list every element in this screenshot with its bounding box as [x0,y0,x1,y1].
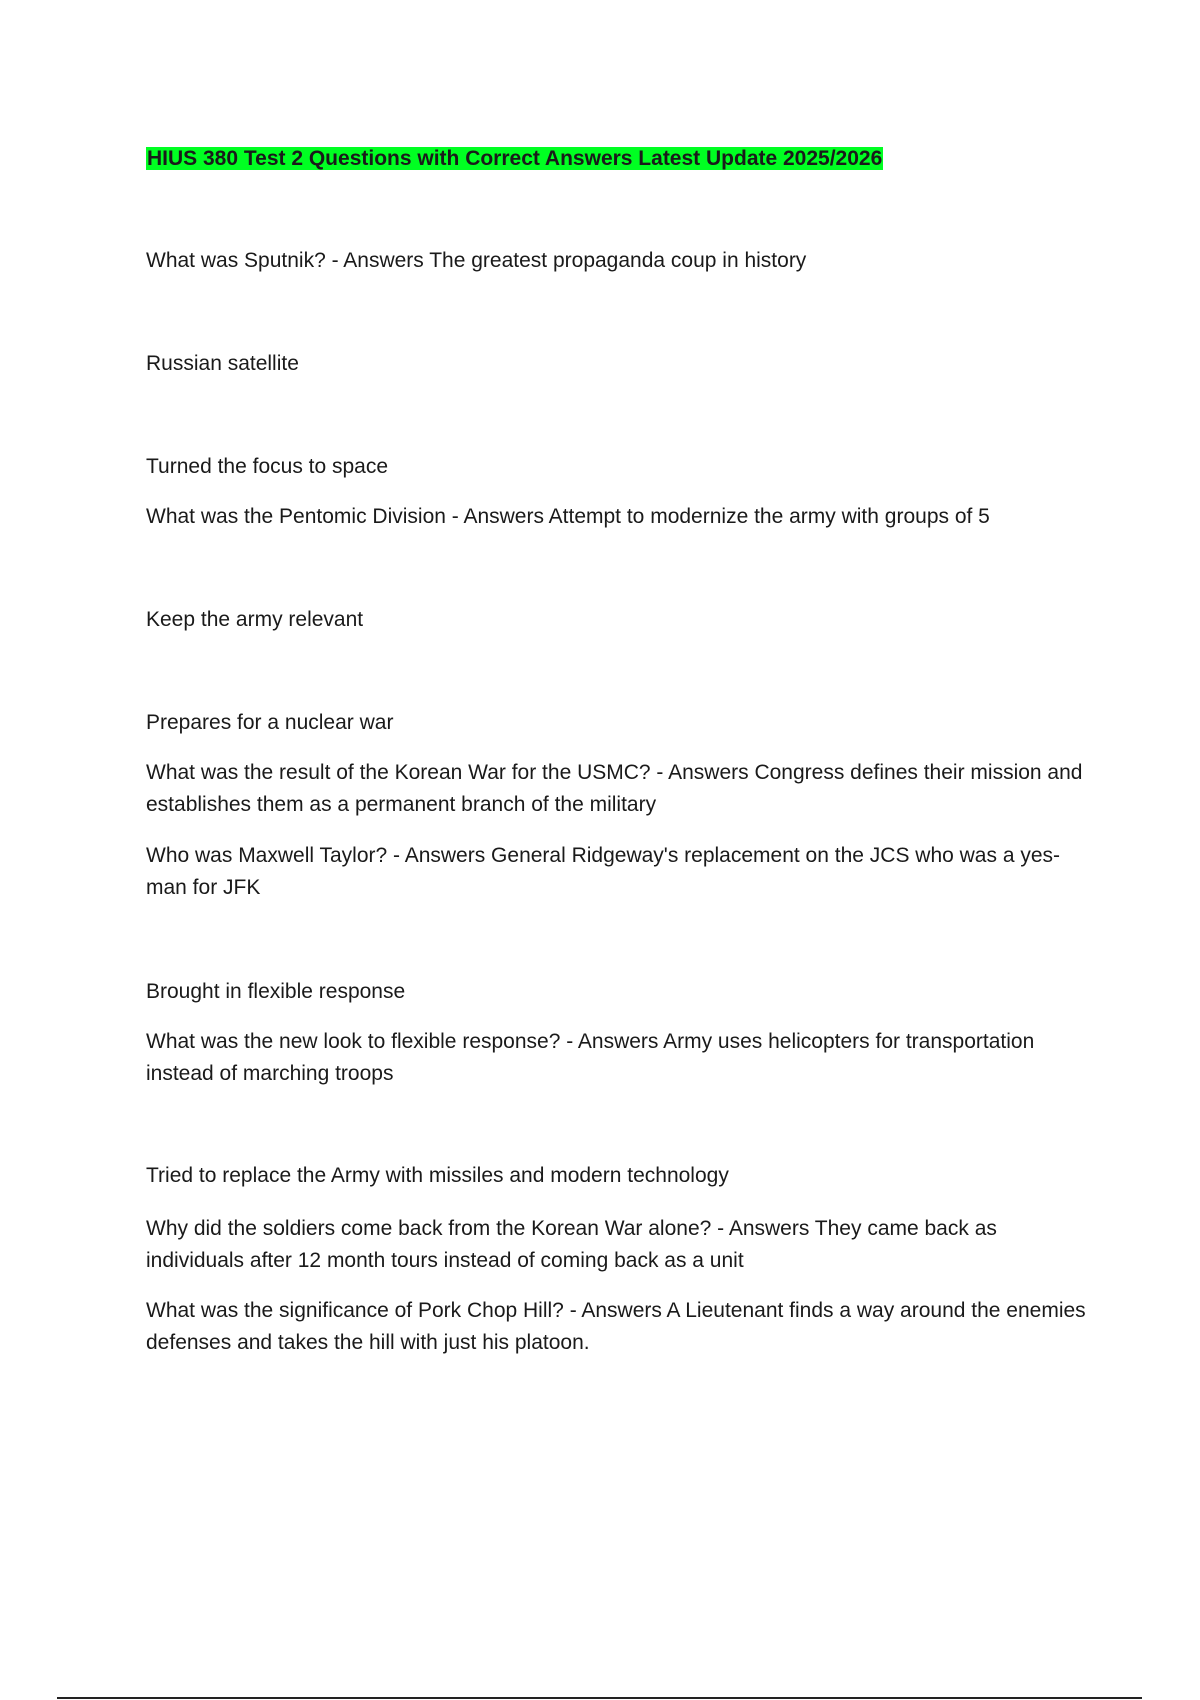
answer-line-focus-space: Turned the focus to space [146,455,389,478]
page-bottom-divider [57,1697,1142,1699]
qa-line-maxwell-taylor: Who was Maxwell Taylor? - Answers General Ridgeway's replacement on the JCS who was a yes-man for JFK [146,844,1061,899]
answer-line-nuclear-war: Prepares for a nuclear war [146,711,394,734]
qa-line-pentomic-division: What was the Pentomic Division - Answers Attempt to modernize the army with groups of 5 [146,505,990,528]
document-title [146,146,883,172]
qa-line-new-look: What was the new look to flexible response? - Answers Army uses helicopters for transportation instead of marching troops [146,1030,1035,1085]
document-title-text: HIUS 380 Test 2 Questions with Correct Answers Latest Update 2025/2026 [147,147,883,170]
qa-line-soldiers-alone: Why did the soldiers come back from the Korean War alone? - Answers They came back as individuals after 12 month tours instead of coming back as a unit [146,1217,997,1272]
answer-line-replace-army: Tried to replace the Army with missiles and modern technology [146,1164,729,1187]
qa-line-pork-chop-hill: What was the significance of Pork Chop Hill? - Answers A Lieutenant finds a way around the enemies defenses and takes the hill with just his platoon. [146,1299,1086,1354]
answer-line-army-relevant: Keep the army relevant [146,608,364,631]
answer-line-russian-satellite: Russian satellite [146,352,299,375]
qa-line-korean-war-usmc: What was the result of the Korean War for the USMC? - Answers Congress defines their mission and establishes them as a permanent branch of the military [146,761,1083,816]
qa-line-sputnik: What was Sputnik? - Answers The greatest propaganda coup in history [146,249,807,272]
answer-line-flexible-response: Brought in flexible response [146,980,406,1003]
